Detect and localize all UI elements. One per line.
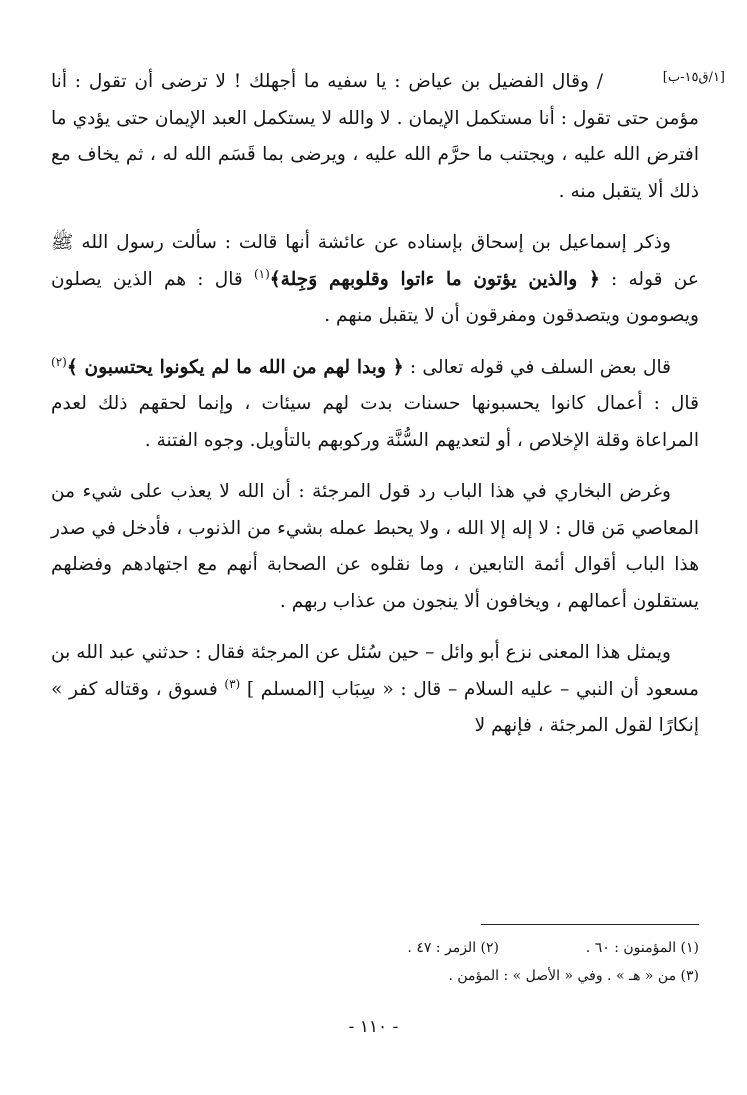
- page-number: - ١١٠ -: [348, 1017, 399, 1037]
- footnotes: [51, 934, 699, 990]
- paragraph-salaf: [51, 350, 699, 460]
- paragraph-salaf-text-2: قال : أعمال كانوا يحسبونها حسنات بدت لهم سيئات ، وإنما لحقهم ذلك لعدم المراعاة وقلة الإخلاص ، أو لتعديهم السُّنَّة وركوبهم بالتأويل. وجوه الفتنة .: [51, 393, 699, 451]
- footnote-row-1: [51, 934, 699, 962]
- manuscript-folio-note: [١/ق١٥-ب]: [662, 70, 725, 85]
- paragraph-bukhari-text: وغرض البخاري في هذا الباب رد قول المرجئة : أن الله لا يعذب على شيء من المعاصي مَن قال : لا إله إلا الله ، ولا يحبط عمله بشيء من الذنوب ، فأدخل في صدر هذا الباب أقوال أئمة التابعين ، وما نقلوه عن الصحابة أنهم مع اجتهادهم وفضلهم يستقلون أعمالهم ، ويخافون ألا ينجون من عذاب ربهم .: [51, 481, 699, 612]
- paragraph-aisha: [51, 225, 699, 335]
- paragraph-bukhari: [51, 474, 699, 620]
- paragraph-fudayl-text: / وقال الفضيل بن عياض : يا سفيه ما أجهلك ! لا ترضى أن تقول : أنا مؤمن حتى تقول : أنا مستكمل الإيمان . لا والله لا يستكمل العبد الإيمان حتى يؤدي ما افترض الله عليه ، ويجتنب ما حرَّم الله عليه ، ويرضى بما قَسَم الله له ، ثم يخاف مع ذلك ألا يتقبل منه .: [51, 71, 699, 202]
- main-text: [51, 64, 699, 745]
- paragraph-aisha-text-2: قال : هم الذين يصلون ويصومون ويتصدقون ومفرقون أن لا يتقبل منهم .: [51, 268, 699, 326]
- paragraph-aisha-text-1: وذكر إسماعيل بن إسحاق بإسناده عن عائشة أنها قالت : سألت رسول الله ﷺ عن قوله :: [51, 232, 699, 290]
- footnote-2: (٢) الزمر : ٤٧ .: [407, 940, 499, 956]
- footnote-3: (٣) من « هـ » . وفي « الأصل » : المؤمن .: [448, 968, 699, 984]
- footnote-ref-3: (٣): [224, 676, 241, 691]
- paragraph-abu-wail: [51, 635, 699, 745]
- quran-quote-1: ﴿ والذين يؤتون ما ءاتوا وقلوبهم وَجِلة﴾: [269, 268, 600, 290]
- footnote-ref-1: (١): [253, 266, 270, 281]
- paragraph-fudayl: [51, 64, 699, 210]
- paragraph-abu-wail-text-1: ويمثل هذا المعنى نزع أبو وائل – حين سُئل عن المرجئة فقال : حدثني عبد الله بن مسعود أن النبي – عليه السلام – قال : « سِبَاب [المسلم ]: [51, 642, 699, 700]
- quran-quote-2: ﴿ وبدا لهم من الله ما لم يكونوا يحتسبون ﴾: [66, 356, 404, 378]
- paragraph-salaf-text-1: قال بعض السلف في قوله تعالى :: [403, 356, 672, 378]
- footnote-separator: [481, 924, 699, 925]
- footnote-1: (١) المؤمنون : ٦٠ .: [585, 940, 699, 956]
- paragraph-abu-wail-text-2: فسوق ، وقتاله كفر » إنكارًا لقول المرجئة ، فإنهم لا: [51, 678, 699, 736]
- footnote-ref-2: (٢): [51, 354, 67, 369]
